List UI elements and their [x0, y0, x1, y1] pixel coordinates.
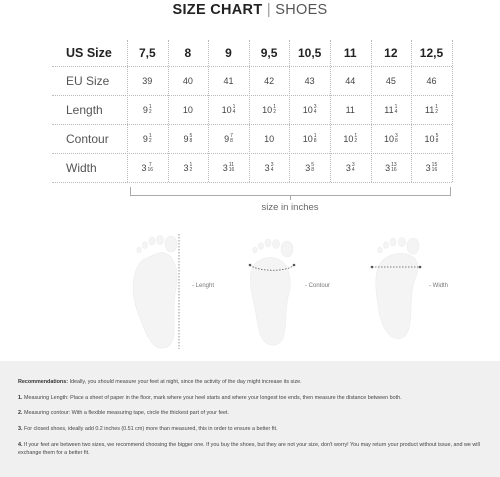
- numerator: 1: [189, 162, 193, 169]
- denominator: 8: [189, 138, 193, 145]
- contour-whole: 10: [343, 133, 354, 144]
- us-cell: 11: [343, 46, 357, 60]
- foot-length-label: - Lenght: [192, 283, 215, 289]
- denominator: 8: [313, 138, 317, 145]
- recommendations-panel: [0, 361, 500, 477]
- title-sub: SHOES: [275, 2, 328, 18]
- recommendation-item-1: [18, 394, 483, 402]
- denominator: 2: [435, 109, 439, 116]
- foot-length-icon: [133, 236, 177, 349]
- numerator: 5: [435, 133, 439, 140]
- row-label-eu: EU Size: [66, 74, 110, 88]
- item-text: Place a sheet of paper in the floor, mark where your heel starts and where your longest toe ends, then measure the distance between both.: [68, 395, 402, 401]
- numerator: 1: [435, 104, 439, 111]
- width-whole: 3: [141, 162, 147, 173]
- eu-cell: 39: [142, 76, 153, 86]
- denominator: 2: [354, 138, 358, 145]
- denominator: 8: [394, 138, 398, 145]
- recommendations-intro-text: Ideally, you should measure your feet at night, since the activity of the day might increase its size.: [68, 379, 302, 385]
- denominator: 16: [431, 167, 438, 174]
- recommendations-intro: [18, 378, 483, 386]
- denominator: 8: [435, 138, 439, 145]
- numerator: 11: [228, 162, 235, 169]
- length-whole: 11: [345, 104, 355, 115]
- eu-cell: 41: [223, 76, 234, 86]
- denominator: 2: [273, 109, 276, 116]
- denominator: 2: [148, 138, 152, 145]
- contour-whole: 9: [183, 133, 189, 144]
- us-cell: 8: [184, 46, 192, 60]
- denominator: 16: [228, 167, 235, 174]
- size-note: size in inches: [261, 202, 319, 213]
- numerator: 1: [354, 133, 358, 140]
- denominator: 2: [189, 167, 193, 174]
- item-number: 3.: [18, 426, 23, 432]
- length-whole: 11: [424, 104, 435, 115]
- numerator: 3: [313, 104, 317, 111]
- item-heading: Measuring Length:: [22, 395, 69, 401]
- denominator: 4: [351, 167, 355, 174]
- us-cell: 10,5: [297, 46, 322, 60]
- width-whole: 3: [345, 162, 351, 173]
- numerator: 3: [394, 133, 398, 140]
- denominator: 4: [232, 109, 236, 116]
- foot-width-icon: [376, 238, 419, 339]
- numerator: 3: [351, 162, 355, 169]
- item-text: For closed shoes, ideally add 0.2 inches (0.51 cm) more than measured, this in order to ensure a better fit.: [22, 426, 278, 432]
- length-whole: 10: [182, 104, 193, 115]
- length-whole: 11: [384, 104, 394, 115]
- length-whole: 9: [142, 104, 148, 115]
- row-label-us: US Size: [66, 46, 112, 60]
- us-cell: 7,5: [138, 46, 156, 60]
- item-text: If your feet are between two sizes, we recommend choosing the bigger one. If you buy the shoes, but they are not your size, don't worry! You may return your product without issue, and we will exchange them for a better fit.: [18, 442, 480, 456]
- denominator: 8: [311, 167, 315, 174]
- denominator: 4: [270, 167, 274, 174]
- us-cell: 9: [225, 46, 232, 60]
- denominator: 4: [313, 109, 317, 116]
- foot-width-label: - Width: [429, 283, 449, 289]
- contour-whole: 9: [224, 133, 230, 144]
- width-whole: 3: [222, 162, 228, 173]
- numerator: 13: [391, 162, 397, 169]
- us-cell: 12: [384, 46, 398, 60]
- numerator: 7: [148, 162, 152, 169]
- row-label-width: Width: [66, 161, 97, 175]
- width-whole: 3: [264, 162, 270, 173]
- eu-cell: 43: [304, 76, 315, 86]
- width-whole: 3: [385, 162, 391, 173]
- eu-cell: 44: [345, 76, 356, 86]
- numerator: 1: [148, 133, 152, 140]
- numerator: 1: [232, 104, 236, 111]
- numerator: 5: [189, 133, 193, 140]
- length-whole: 10: [221, 104, 232, 115]
- length-whole: 10: [262, 104, 273, 115]
- denominator: 16: [391, 167, 397, 174]
- eu-cell: 42: [264, 76, 275, 86]
- width-whole: 3: [305, 162, 311, 173]
- numerator: 1: [148, 104, 152, 111]
- item-number: 4.: [18, 442, 23, 448]
- title-main: SIZE CHART: [172, 2, 263, 18]
- us-cell: 9,5: [260, 46, 278, 60]
- numerator: 7: [230, 133, 233, 140]
- numerator: 1: [313, 133, 317, 140]
- numerator: 15: [431, 162, 438, 169]
- length-whole: 10: [302, 104, 313, 115]
- eu-cell: 46: [426, 76, 437, 86]
- recommendation-item-3: [18, 425, 483, 433]
- contour-whole: 10: [424, 133, 435, 144]
- foot-contour-icon: [250, 239, 293, 345]
- contour-whole: 9: [142, 133, 148, 144]
- numerator: 1: [394, 104, 398, 111]
- contour-whole: 10: [302, 133, 313, 144]
- width-whole: 3: [183, 162, 189, 173]
- numerator: 1: [273, 104, 276, 111]
- recommendation-item-4: [18, 441, 483, 457]
- title-separator: |: [266, 2, 271, 18]
- numerator: 3: [270, 162, 274, 169]
- denominator: 8: [230, 138, 233, 145]
- numerator: 5: [311, 162, 315, 169]
- denominator: 4: [394, 109, 398, 116]
- item-text: Measuring contour: With a flexible measuring tape, circle the thickest part of your feet.: [22, 410, 229, 416]
- width-whole: 3: [425, 162, 431, 173]
- item-number: 1.: [18, 395, 23, 401]
- recommendations-heading: Recommendations:: [18, 379, 69, 385]
- denominator: 2: [148, 109, 152, 116]
- row-label-length: Length: [66, 103, 103, 117]
- item-number: 2.: [18, 410, 23, 416]
- eu-cell: 45: [385, 76, 396, 86]
- us-cell: 12,5: [419, 46, 444, 60]
- row-label-contour: Contour: [66, 132, 109, 146]
- contour-whole: 10: [264, 133, 275, 144]
- eu-cell: 40: [182, 76, 193, 86]
- foot-contour-label: - Contour: [305, 283, 331, 289]
- recommendation-item-2: [18, 409, 483, 417]
- contour-whole: 10: [383, 133, 394, 144]
- denominator: 16: [147, 167, 154, 174]
